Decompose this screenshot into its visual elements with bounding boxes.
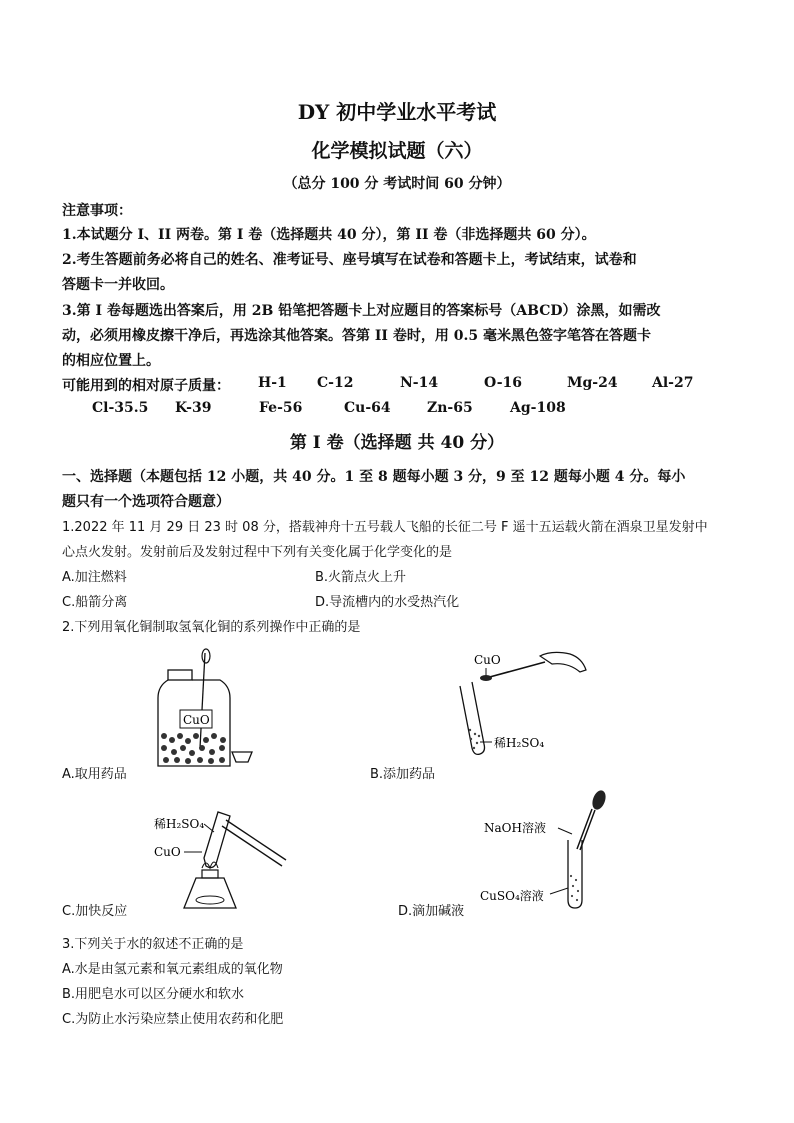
- mass-item: O-16: [484, 375, 523, 391]
- q1-option-c: C.船箭分离: [62, 595, 128, 610]
- q1-option-a: A.加注燃料: [62, 570, 127, 585]
- mass-item: H-1: [258, 375, 287, 391]
- note-3a: 3.第 I 卷每题选出答案后，用 2B 铅笔把答题卡上对应题目的答案标号（ABCD）涂黑，如需改: [62, 303, 661, 319]
- q3-option-b: B.用肥皂水可以区分硬水和软水: [62, 987, 245, 1002]
- q2-option-a: A.取用药品: [62, 767, 127, 782]
- q1-stem-b: 心点火发射。发射前后及发射过程中下列有关变化属于化学变化的是: [62, 545, 453, 560]
- note-2b: 答题卡一并收回。: [62, 277, 174, 293]
- q2-stem: 2.下列用氧化铜制取氢氧化铜的系列操作中正确的是: [62, 620, 361, 635]
- section-title: 第 I 卷（选择题 共 40 分）: [289, 433, 505, 453]
- figure-c-label-1: 稀H₂SO₄: [154, 817, 205, 831]
- mass-item: Al-27: [652, 375, 694, 391]
- q1-option-d: D.导流槽内的水受热汽化: [315, 595, 460, 610]
- mass-item: C-12: [317, 375, 354, 391]
- figure-d-dropper: [476, 788, 626, 913]
- figure-b-label-1: CuO: [474, 653, 501, 667]
- mass-item: Cu-64: [344, 400, 391, 416]
- q3-option-a: A.水是由氢元素和氧元素组成的氧化物: [62, 962, 283, 977]
- mass-item: Mg-24: [567, 375, 618, 391]
- note-1: 1.本试题分 I、II 两卷。第 I 卷（选择题共 40 分），第 II 卷（非选择题共 60 分）。: [62, 227, 596, 243]
- mass-item: K-39: [175, 400, 212, 416]
- exam-subtitle: 化学模拟试题（六）: [311, 140, 483, 162]
- mass-item: Zn-65: [427, 400, 473, 416]
- q1-option-b: B.火箭点火上升: [315, 570, 407, 585]
- section-instructions-a: 一、选择题（本题包括 12 小题，共 40 分。1 至 8 题每小题 3 分，9 至 12 题每小题 4 分。每小: [62, 469, 686, 485]
- figure-d-label-1: NaOH溶液: [484, 821, 546, 835]
- note-2a: 2.考生答题前务必将自己的姓名、准考证号、座号填写在试卷和答题卡上，考试结束，试卷和: [62, 252, 637, 268]
- mass-item: Ag-108: [510, 400, 566, 416]
- section-instructions-b: 题只有一个选项符合题意）: [62, 494, 230, 510]
- figure-a-reagent-jar: [150, 648, 260, 773]
- mass-item: Fe-56: [259, 400, 303, 416]
- q1-stem-a: 1.2022 年 11 月 29 日 23 时 08 分，搭载神舟十五号载人飞船的长征二号 F 遥十五运载火箭在酒泉卫星发射中: [62, 520, 708, 535]
- q2-option-d: D.滴加碱液: [398, 904, 465, 919]
- mass-item: Cl-35.5: [92, 400, 149, 416]
- notes-heading: 注意事项：: [62, 203, 132, 219]
- figure-b-label-2: 稀H₂SO₄: [494, 736, 545, 750]
- figure-c-label-2: CuO: [154, 845, 181, 859]
- figure-a-label: CuO: [183, 713, 210, 727]
- q3-stem: 3.下列关于水的叙述不正确的是: [62, 937, 244, 952]
- mass-item: N-14: [400, 375, 439, 391]
- score-time: （总分 100 分 考试时间 60 分钟）: [283, 176, 511, 192]
- figure-c-heating: [152, 808, 292, 918]
- exam-title: DY 初中学业水平考试: [297, 100, 497, 124]
- q2-option-c: C.加快反应: [62, 904, 128, 919]
- q3-option-c: C.为防止水污染应禁止使用农药和化肥: [62, 1012, 284, 1027]
- figure-d-label-2: CuSO₄溶液: [480, 889, 544, 903]
- masses-label: 可能用到的相对原子质量：: [62, 378, 230, 394]
- note-3c: 的相应位置上。: [62, 353, 160, 369]
- note-3b: 动，必须用橡皮擦干净后，再选涂其他答案。答第 II 卷时，用 0.5 毫米黑色签字笔答在答题卡: [62, 328, 651, 344]
- figure-b-test-tube: [440, 648, 600, 758]
- q2-option-b: B.添加药品: [370, 767, 436, 782]
